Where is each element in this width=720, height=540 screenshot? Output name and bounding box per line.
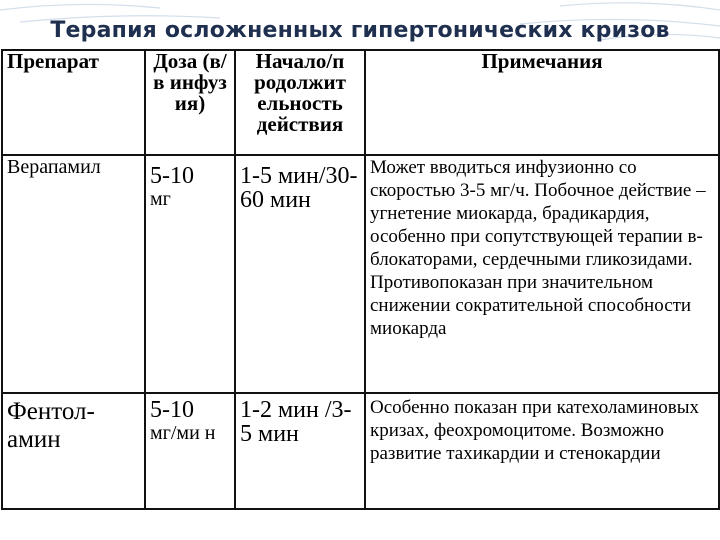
header-dose: Доза (в/в инфуз ия) (145, 50, 235, 155)
table-row (2, 155, 719, 393)
header-notes: Примечания (365, 50, 719, 155)
notes-text: Особенно показан при катехоламиновых кризах, феохромоцитоме. Возможно развитие тахикардии и стенокардии (365, 393, 719, 509)
onset-duration: 1-5 мин/30-60 мин (235, 155, 365, 393)
dose-value: 5-10 (150, 397, 194, 423)
drug-name: Фентол-амин (2, 393, 145, 509)
onset-duration: 1-2 мин /3-5 мин (235, 393, 365, 509)
dose-unit: мг/ми н (150, 422, 216, 444)
therapy-table (1, 49, 720, 510)
page-title: Терапия осложненных гипертонических кризов (50, 18, 670, 43)
dose-unit: мг (150, 188, 171, 210)
table-header-row (2, 50, 719, 155)
table-row (2, 393, 719, 509)
dose-value: 5-10 (150, 163, 194, 189)
drug-name: Верапамил (2, 155, 145, 393)
header-onset: Начало/п родолжит ельность действия (235, 50, 365, 155)
header-drug: Препарат (2, 50, 145, 155)
notes-text: Может вводиться инфузионно со скоростью 3-5 мг/ч. Побочное действие – угнетение миокарда, брадикардия, особенно при сопутствующей терапии в-блокаторами, сердечными гликозидами. Противопоказан при значительном снижении сократительной способности миокарда (365, 155, 719, 393)
